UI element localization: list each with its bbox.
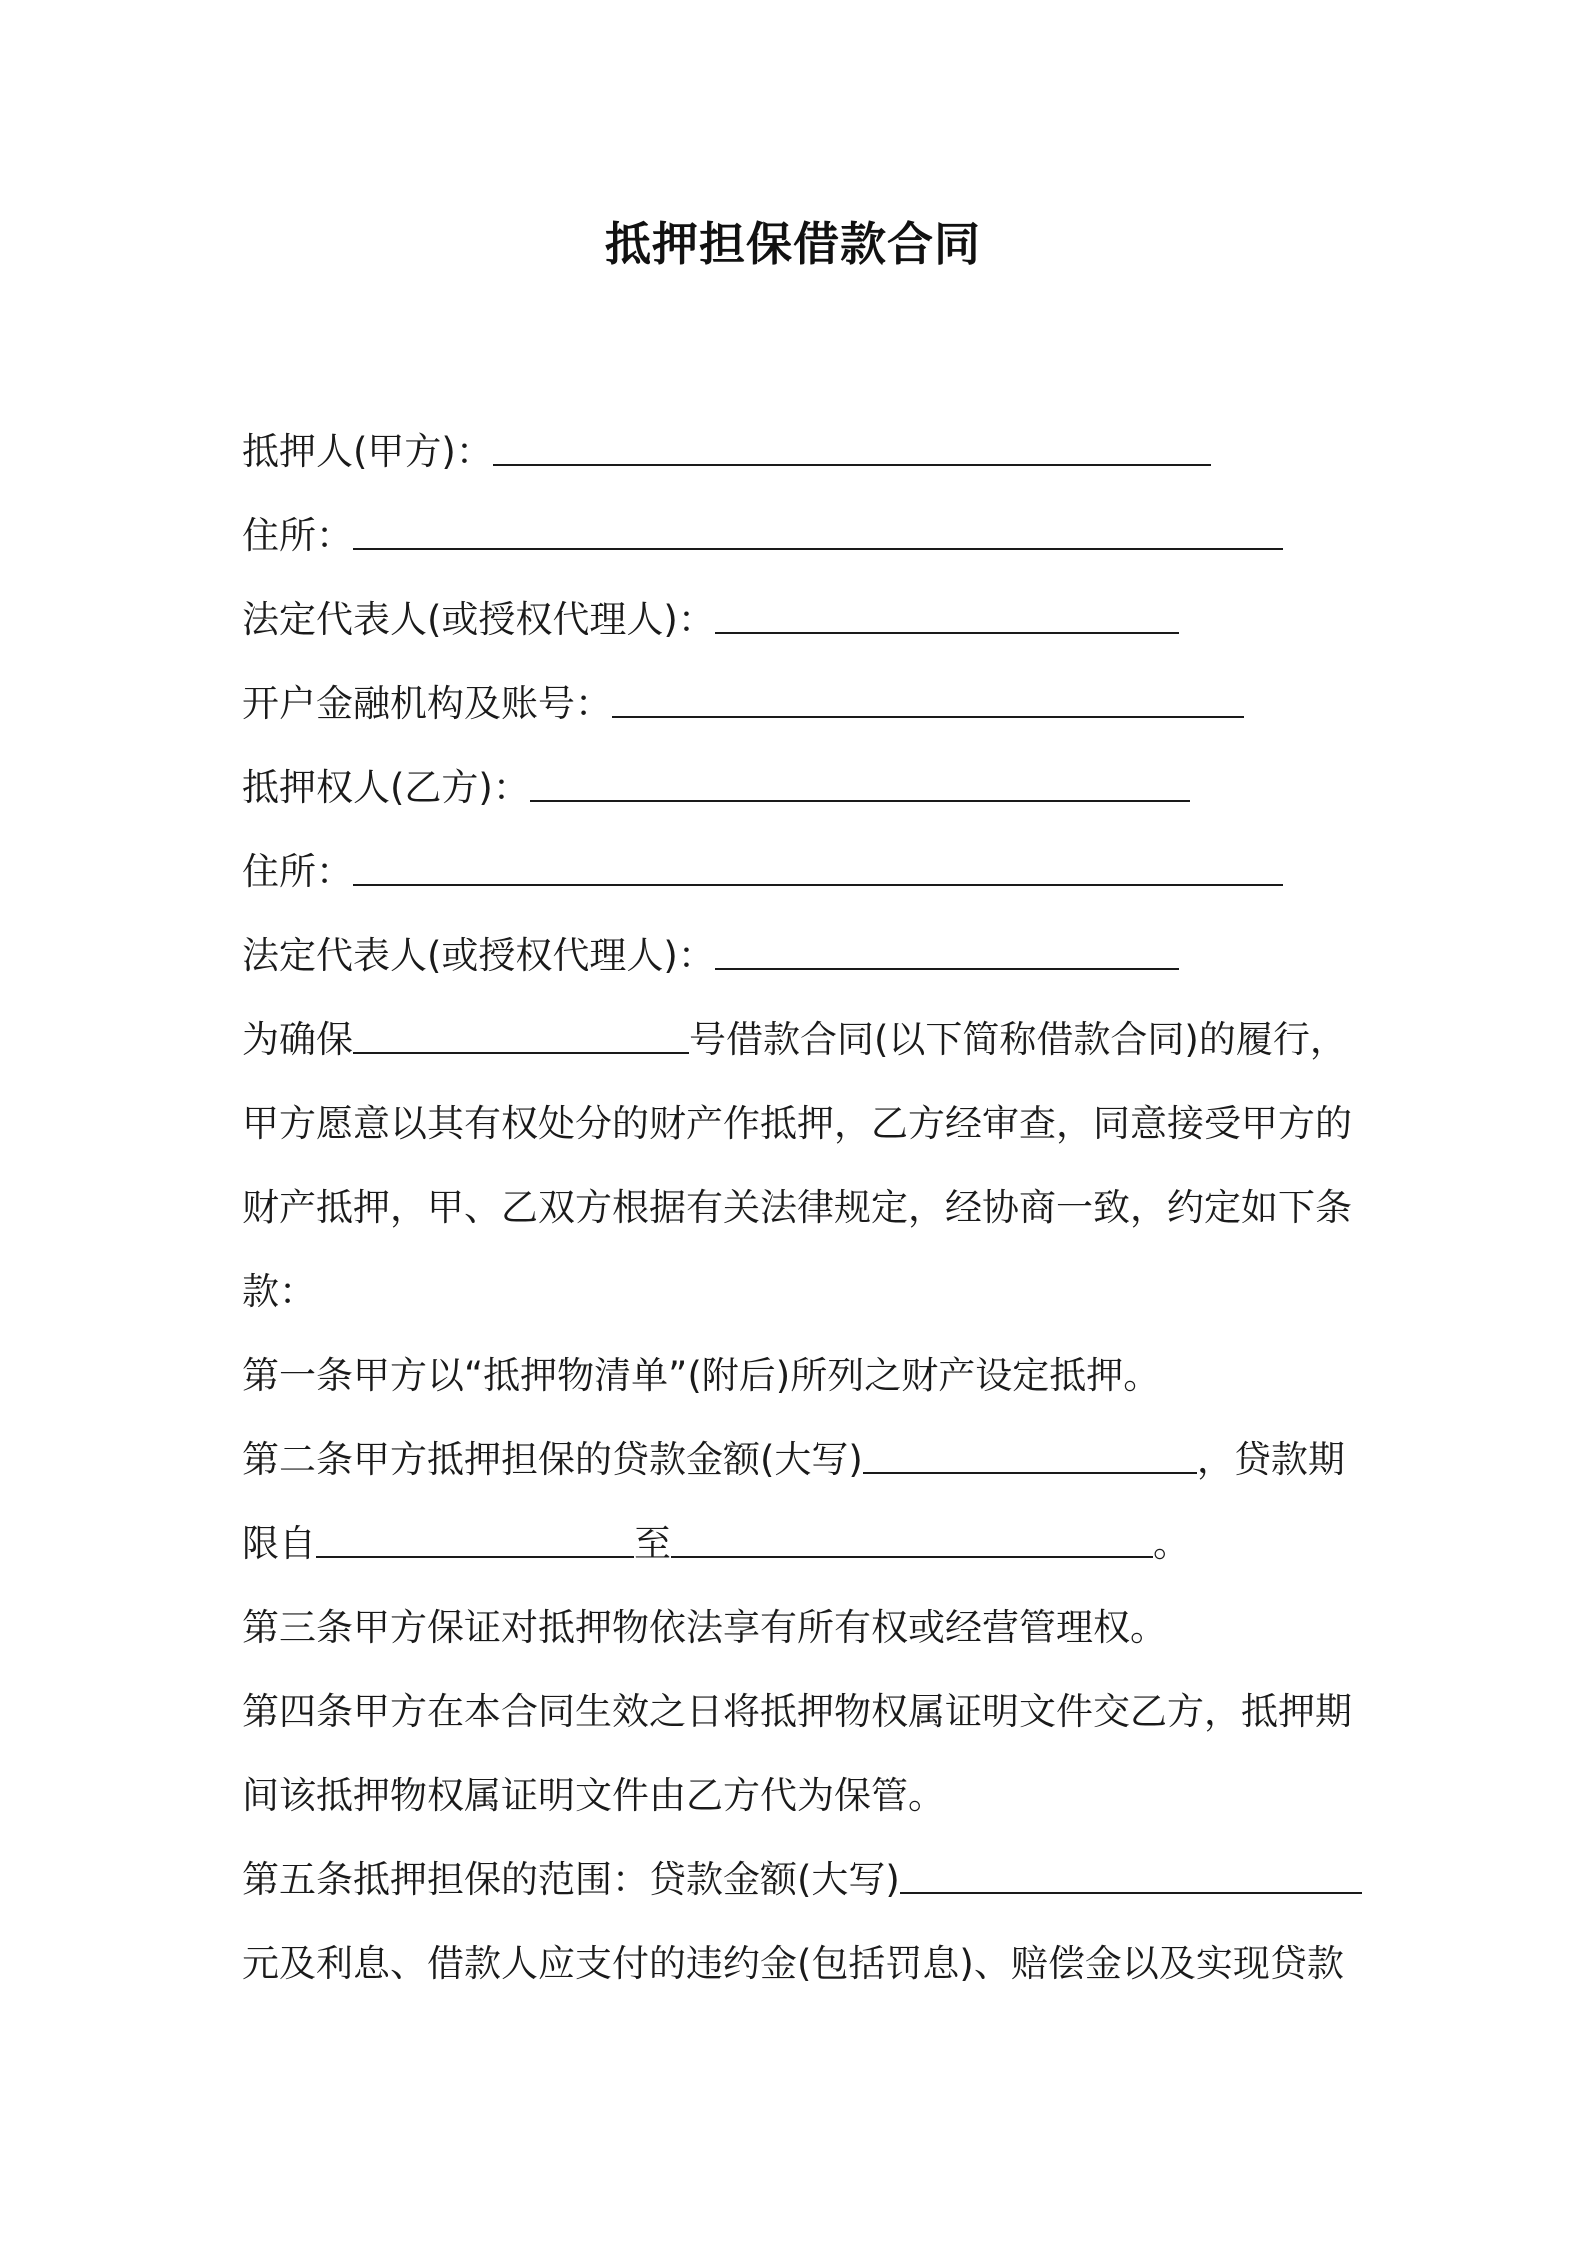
legal-rep-blank-2[interactable] <box>715 932 1179 970</box>
address-blank-2[interactable] <box>353 848 1283 886</box>
article-1-text: 第一条甲方以“抵押物清单”(附后)所列之财产设定抵押。 <box>242 1354 1161 1397</box>
article-4-line-2 <box>242 1754 1362 1838</box>
document-title: 抵押担保借款合同 <box>605 217 981 271</box>
article-2-line-1 <box>242 1418 1362 1502</box>
preamble-line-3 <box>242 1166 1362 1250</box>
mortgagee-blank[interactable] <box>530 764 1190 802</box>
article-2-text-b: ，贷款期 <box>1196 1438 1345 1481</box>
address-line-2 <box>242 830 1362 914</box>
article-3 <box>242 1586 1362 1670</box>
preamble-line-2 <box>242 1082 1362 1166</box>
preamble-line-4 <box>242 1250 1362 1334</box>
article-2-text-a: 第二条甲方抵押担保的贷款金额(大写) <box>242 1438 863 1481</box>
address-label-2: 住所： <box>242 850 353 893</box>
bank-account-label: 开户金融机构及账号： <box>242 682 612 725</box>
contract-number-blank[interactable] <box>353 1016 689 1054</box>
mortgagee-line <box>242 746 1362 830</box>
article-2-text-e: 。 <box>1153 1522 1190 1565</box>
document-body <box>242 410 1362 2006</box>
loan-start-blank[interactable] <box>316 1520 634 1558</box>
article-4-line-1 <box>242 1670 1362 1754</box>
preamble-text-4: 款： <box>242 1270 316 1313</box>
article-5-text-2: 元及利息、借款人应支付的违约金(包括罚息)、赔偿金以及实现贷款 <box>242 1942 1344 1985</box>
legal-rep-line-1 <box>242 578 1362 662</box>
mortgagor-line <box>242 410 1362 494</box>
loan-end-blank[interactable] <box>671 1520 1153 1558</box>
bank-account-line <box>242 662 1362 746</box>
article-2-line-2 <box>242 1502 1362 1586</box>
address-line-1 <box>242 494 1362 578</box>
article-4-text-1: 第四条甲方在本合同生效之日将抵押物权属证明文件交乙方，抵押期 <box>242 1690 1352 1733</box>
mortgagor-blank[interactable] <box>493 428 1211 466</box>
address-label-1: 住所： <box>242 514 353 557</box>
article-5-line-2 <box>242 1922 1362 2006</box>
loan-amount-blank[interactable] <box>863 1436 1197 1474</box>
article-3-text: 第三条甲方保证对抵押物依法享有所有权或经营管理权。 <box>242 1606 1167 1649</box>
preamble-text-3: 财产抵押，甲、乙双方根据有关法律规定，经协商一致，约定如下条 <box>242 1186 1352 1229</box>
article-4-text-2: 间该抵押物权属证明文件由乙方代为保管。 <box>242 1774 945 1817</box>
legal-rep-blank-1[interactable] <box>715 596 1179 634</box>
legal-rep-label-1: 法定代表人(或授权代理人)： <box>242 598 715 641</box>
bank-account-blank[interactable] <box>612 680 1244 718</box>
article-2-text-c: 限自 <box>242 1522 316 1565</box>
preamble-text-1a: 为确保 <box>242 1018 353 1061</box>
article-5-text-1: 第五条抵押担保的范围：贷款金额(大写) <box>242 1858 900 1901</box>
legal-rep-label-2: 法定代表人(或授权代理人)： <box>242 934 715 977</box>
article-2-text-d: 至 <box>634 1522 671 1565</box>
preamble-line-1 <box>242 998 1362 1082</box>
preamble-text-1b: 号借款合同(以下简称借款合同)的履行， <box>689 1018 1347 1061</box>
address-blank-1[interactable] <box>353 512 1283 550</box>
legal-rep-line-2 <box>242 914 1362 998</box>
mortgagor-label: 抵押人(甲方)： <box>242 430 493 473</box>
preamble-text-2: 甲方愿意以其有权处分的财产作抵押，乙方经审查，同意接受甲方的 <box>242 1102 1352 1145</box>
mortgagee-label: 抵押权人(乙方)： <box>242 766 530 809</box>
article-1 <box>242 1334 1362 1418</box>
guarantee-amount-blank[interactable] <box>900 1856 1362 1894</box>
article-5-line-1 <box>242 1838 1362 1922</box>
